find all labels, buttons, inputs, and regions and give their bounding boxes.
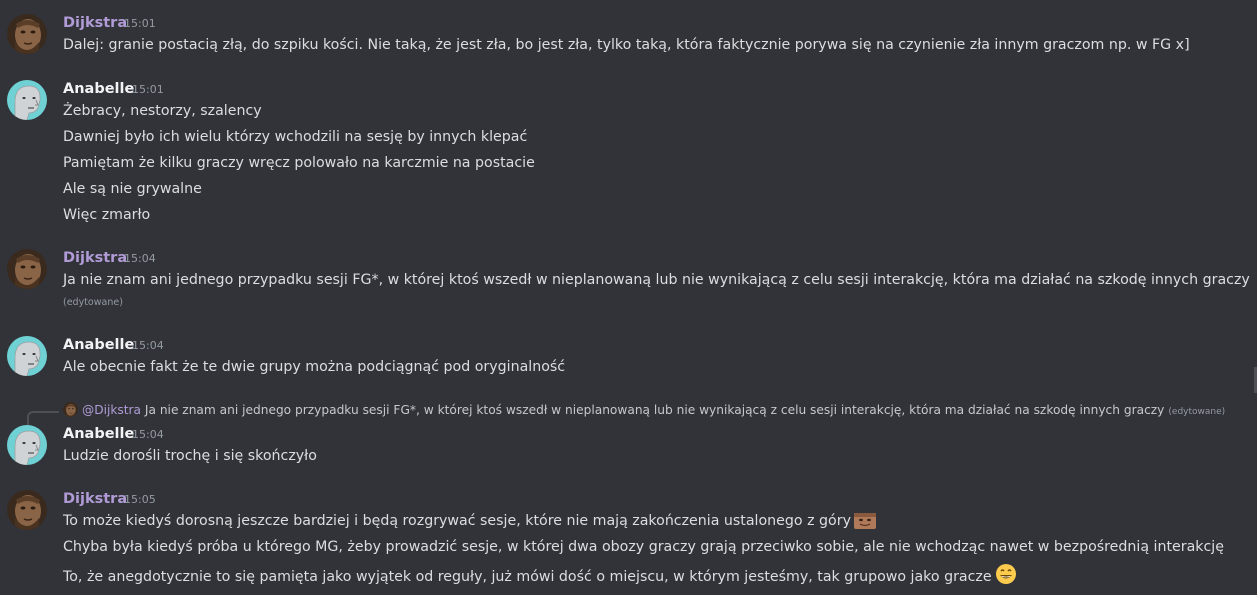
timestamp[interactable]: 15:01 <box>124 17 156 30</box>
message-line: Ludzie dorośli trochę i się skończyło <box>63 448 317 464</box>
edited-label: (edytowane) <box>1168 407 1226 417</box>
message-line: Ja nie znam ani jednego przypadku sesji FG*, w której ktoś wszedł w nieplanowaną lub nie wynikającą z celu sesji interakcję, która ma działać na szkodę innych graczy <box>63 272 1250 288</box>
message-line: Chyba była kiedyś próba u którego MG, żeby prowadzić sesje, w której dwa obozy graczy grają przeciwko sobie, ale nie wchodząc nawet w bezpośrednią interakcję <box>63 539 1224 555</box>
author-name[interactable]: Anabelle <box>63 426 135 442</box>
bearded-man-avatar-icon[interactable] <box>7 14 47 54</box>
author-name[interactable]: Dijkstra <box>63 250 128 266</box>
edited-label: (edytowane) <box>63 297 123 308</box>
bearded-man-avatar-icon[interactable] <box>7 249 47 289</box>
message-text: To może kiedyś dorosną jeszcze bardziej i będą rozgrywać sesje, które nie mają zakończenia ustalonego z góry <box>63 513 851 529</box>
message-line <box>63 563 1017 591</box>
bearded-man-avatar-icon <box>63 402 78 417</box>
message-line: Dalej: granie postacią złą, do szpiku kości. Nie taką, że jest zła, bo jest zła, tylko taką, która faktycznie porywa się na czynienie zła innym graczom np. w FG x] <box>63 37 1190 53</box>
message-text: To, że anegdotycznie to się pamięta jako wyjątek od reguły, już mówi dość o miejscu, w którym jesteśmy, tak grupowo jako gracze <box>63 569 992 585</box>
message-line: Pamiętam że kilku graczy wręcz polowało na karczmie na postacie <box>63 155 535 171</box>
message-line <box>63 511 876 535</box>
npc-wojak-avatar-icon[interactable] <box>7 336 47 376</box>
reply-mention[interactable]: @Dijkstra <box>82 403 142 417</box>
reply-text: Ja nie znam ani jednego przypadku sesji FG*, w której ktoś wszedł w nieplanowaną lub nie wynikającą z celu sesji interakcję, która ma działać na szkodę innych graczy <box>144 403 1165 417</box>
timestamp[interactable]: 15:04 <box>132 428 164 441</box>
message-line: Więc zmarło <box>63 207 151 223</box>
timestamp[interactable]: 15:05 <box>124 493 156 506</box>
grinning-smile-emoji-icon[interactable] <box>995 563 1017 591</box>
message-line: Żebracy, nestorzy, szalency <box>63 103 262 119</box>
timestamp[interactable]: 15:04 <box>132 339 164 352</box>
timestamp[interactable]: 15:01 <box>132 83 164 96</box>
npc-wojak-avatar-icon[interactable] <box>7 80 47 120</box>
author-name[interactable]: Dijkstra <box>63 15 128 31</box>
reply-connector <box>27 411 59 425</box>
message-line: Ale obecnie fakt że te dwie grupy można podciągnąć pod oryginalność <box>63 359 566 375</box>
npc-wojak-avatar-icon[interactable] <box>7 425 47 465</box>
custom-face-emoji-icon[interactable] <box>854 513 876 535</box>
author-name[interactable]: Dijkstra <box>63 491 128 507</box>
author-name[interactable]: Anabelle <box>63 337 135 353</box>
message-line: Ale są nie grywalne <box>63 181 202 197</box>
message-line: Dawniej było ich wielu którzy wchodzili na sesję by innych klepać <box>63 129 528 145</box>
author-name[interactable]: Anabelle <box>63 81 135 97</box>
reply-preview[interactable] <box>63 401 1225 421</box>
bearded-man-avatar-icon[interactable] <box>7 490 47 530</box>
timestamp[interactable]: 15:04 <box>124 252 156 265</box>
